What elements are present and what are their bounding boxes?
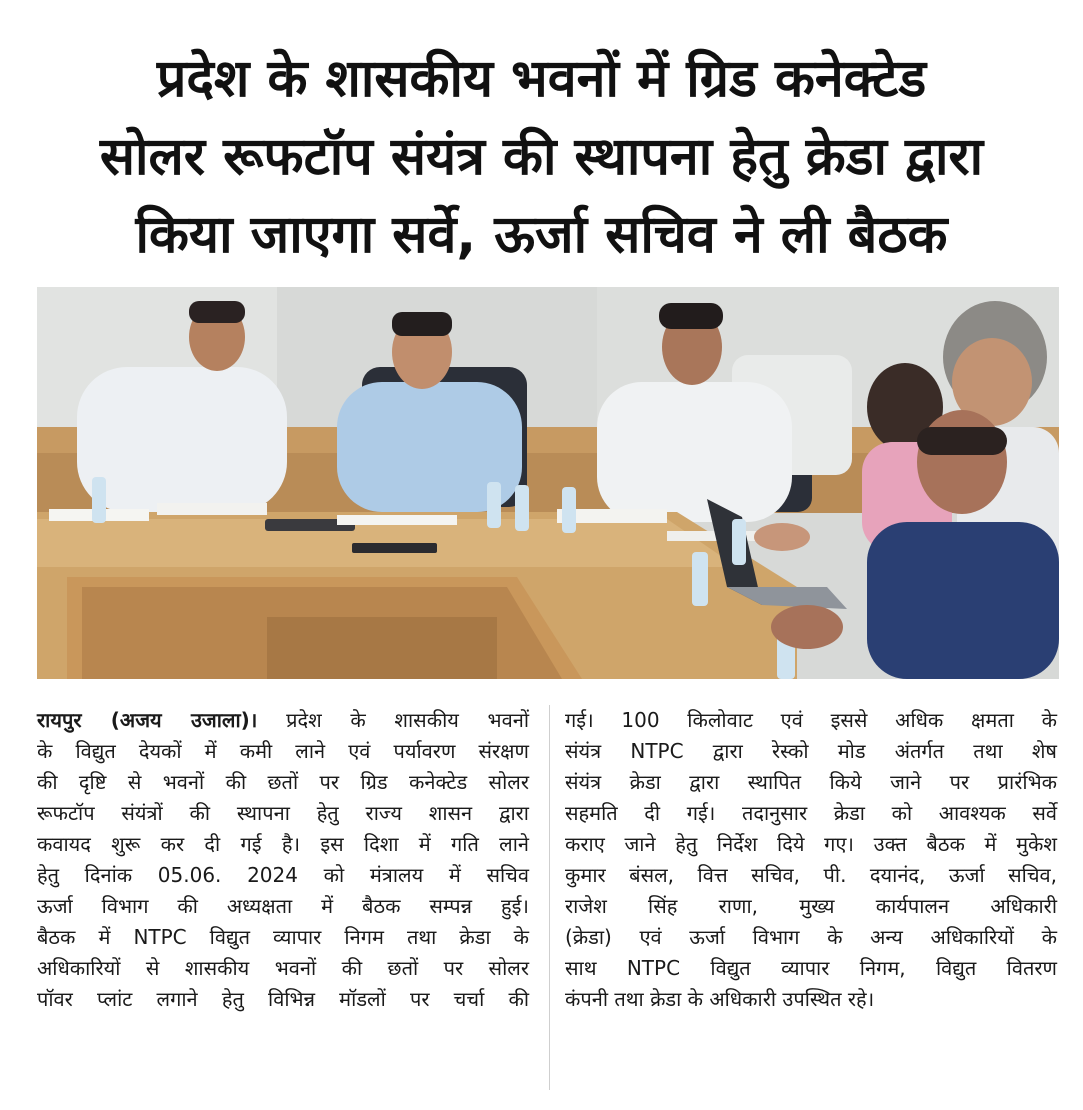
- article-column-right: [565, 705, 1057, 1015]
- article-line: गई। 100 किलोवाट एवं इससे अधिक क्षमता के: [565, 708, 1057, 732]
- article-line: कंपनी तथा क्रेडा के अधिकारी उपस्थित रहे।: [565, 987, 875, 1011]
- article-line: रूफटॉप संयंत्रों की स्थापना हेतु राज्य शासन द्वारा: [37, 801, 529, 825]
- article-line: बैठक में NTPC विद्युत व्यापार निगम तथा क्रेडा के: [37, 925, 529, 949]
- dateline: रायपुर (अजय उजाला)।: [37, 708, 258, 732]
- article-text: प्रदेश के शासकीय भवनों: [257, 708, 529, 732]
- article-line: संयंत्र NTPC द्वारा रेस्को मोड अंतर्गत तथा शेष: [565, 739, 1057, 763]
- headline-line-3: किया जाएगा सर्वे, ऊर्जा सचिव ने ली बैठक: [135, 205, 948, 265]
- article-line: की दृष्टि से भवनों की छतों पर ग्रिड कनेक्टेड सोलर: [37, 770, 529, 794]
- article-column-left: [37, 705, 529, 1015]
- article-line: पॉवर प्लांट लगाने हेतु विभिन्न मॉडलों पर चर्चा की: [37, 987, 529, 1011]
- article-line: [37, 705, 529, 736]
- meeting-photo: [37, 287, 1059, 679]
- article-line: कुमार बंसल, वित्त सचिव, पी. दयानंद, ऊर्जा सचिव,: [565, 863, 1057, 887]
- article-line: साथ NTPC विद्युत व्यापार निगम, विद्युत वितरण: [565, 956, 1057, 980]
- column-divider: [549, 705, 550, 1090]
- article-line: सहमति दी गई। तदानुसार क्रेडा को आवश्यक सर्वे: [565, 801, 1057, 825]
- article-line: अधिकारियों से शासकीय भवनों की छतों पर सोलर: [37, 956, 529, 980]
- article-line: के विद्युत देयकों में कमी लाने एवं पर्यावरण संरक्षण: [37, 739, 529, 763]
- headline-line-2: सोलर रूफटॉप संयंत्र की स्थापना हेतु क्रेडा द्वारा: [99, 127, 984, 187]
- meeting-photo-illustration: [37, 287, 1059, 679]
- article-line: (क्रेडा) एवं ऊर्जा विभाग के अन्य अधिकारियों के: [565, 925, 1057, 949]
- headline-line-1: प्रदेश के शासकीय भवनों में ग्रिड कनेक्टेड: [156, 49, 927, 109]
- article-line: राजेश सिंह राणा, मुख्य कार्यपालन अधिकारी: [565, 894, 1057, 918]
- article-line: हेतु दिनांक 05.06. 2024 को मंत्रालय में सचिव: [37, 863, 529, 887]
- article-line: कवायद शुरू कर दी गई है। इस दिशा में गति लाने: [37, 832, 529, 856]
- article-line: संयंत्र क्रेडा द्वारा स्थापित किये जाने पर प्रारंभिक: [565, 770, 1057, 794]
- headline: [20, 40, 1063, 274]
- article-line: कराए जाने हेतु निर्देश दिये गए। उक्त बैठक में मुकेश: [565, 832, 1057, 856]
- article-line: ऊर्जा विभाग की अध्यक्षता में बैठक सम्पन्न हुई।: [37, 894, 529, 918]
